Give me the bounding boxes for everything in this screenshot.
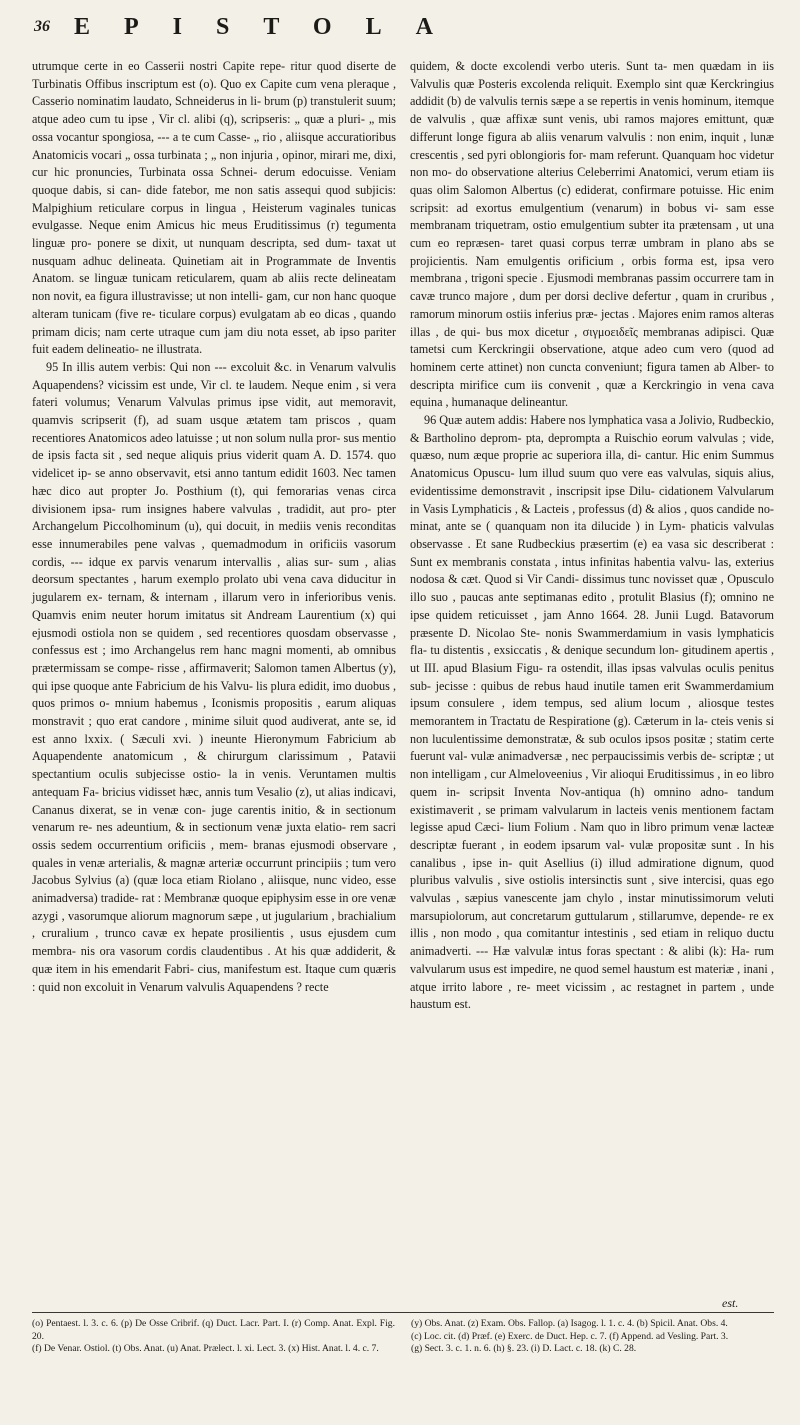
footnote-line: (o) Pentaest. l. 3. c. 6. (p) De Osse Cribrif. (q) Duct. Lacr. Part. I. (r) Comp. Anat. Expl. Fig. 20. [32, 1318, 395, 1342]
footnote-line: (g) Sect. 3. c. 1. n. 6. (h) §. 23. (i) D. Lact. c. 18. (k) C. 28. [411, 1343, 637, 1355]
footnote-divider [32, 1312, 774, 1313]
paragraph: quidem, & docte excolendi verbo uteris. Sunt ta- men quædam in iis Valvulis quæ Posteris excolenda reliquit. Exemplo sint quæ Kerckringius addidit (b) de valvulis ternis sæpe a se repertis in venis hominum, itemque de valvulis , quæ affixæ sunt venis, ubi ramos majores emittunt, quæ differunt longe figura ab aliis venarum valvulis : non enim, inquit , lunæ crescentis , sed pyri oblongioris for- mam referunt. Quanquam hoc videtur non mo- do observatione alterius Celeberrimi Anatomici, verum etiam iis quas olim Salomon Albertus (c) ediderat, confirmare potuisse. Hic enim scripsit: ad exortus emulgentium (venarum) in bobus vi- sam esse membranam triquetram, ostio emulgentium subter ita prætensam , ut una cum eo repræsen- taret quasi corpus terræ umbram in plano abs se projicientis. Nam emulgentis orificium , orbis forma est, ipsa vero membrana , trigoni specie . Ejusmodi membranas passim occurrere tam in cavæ trunco majore , dum per dorsi declive defertur , quam in cruribus , ramorum minorum ostiis inferius præ- jectas . Majores enim ramos alteras illas , de qui- bus mox dicetur , σιγμοειδεῖς membranas adipisci. Quæ tametsi cum Kerckringii observatione, atque adeo cum vero (quod ad hominem certe attinet) non cuncta conveniunt; figura tamen ab Alber- to descripta mirifice cum iis convenit , quæ a Kerckringio in vena cava equina , humanaque delineantur. [410, 59, 774, 410]
running-head: EPISTOLA [74, 14, 467, 40]
paragraph: 95 In illis autem verbis: Qui non --- excoluit &c. in Venarum valvulis Aquapendens? vicissim est unde, Vir cl. te laudem. Neque enim , si vera fateri volumus; Venarum Valvulas primus ipse vidit, aut memoravit, quamvis scripserit (f), ad suam usque ætatem tam priscos , quam recentiores Anatomicos adeo latuisse ; ut non solum nulla pror- sus mentio de ipsis facta sit , sed neque aliquis prius viderit quam A. D. 1574. quo videlicet ip- se anno observavit, etsi anno tantum edidit 1603. Nec tamen hæc dico aut propter Jo. Posthium (t), qui femorarias venas circa divisionem ipsa- rum insignes habere valvulas , tradidit, aut pro- pter Archangelum Piccolhominum (u), qui docuit, in mediis venis reconditas esse innumerabiles pene valvas , quemadmodum in orificiis vasorum cordis, --- idque ex parvis venarum intervallis , alias sur- sum , alias deorsum spectantes , harum exemplo prolato ubi vena cava diducitur in jugularem ex- ternam, & internam , illarum vero in inferioribus venis. Quamvis enim neuter horum imitatus sit Andream Laurentium (x) qui ejusmodi ostiola non se quidem , sed recentiores quosdam observasse , confessus est ; imo Archangelus rem hanc magni momenti, ab omnibus prætermissam se compe- risse , affirmaverit; Salomon tamen Albertus (y), qui ipse quoque ante Fabricium de his Valvu- lis plura edidit, imo duobus , quos primos o- mnium habemus , Iconismis propositis , earum aliquas monstravit ; quo erat candore , minime siluit quod audiverat, ante se, id est anno lxxix. ( Sæculi xvi. ) ineunte Hieronymum Fabricium ab Aquapendente anatomicum , & chirurgum clarissimum , Patavii spectantium oculis subjecisse ostio- la in venis. Veruntamen multis antequam Fa- bricius vidisset hæc, annis tum Vesalio (z), ut alias indicavi, Cananus dixerat, se in venæ con- juge carentis initio, & in sectionum venarum re- nes adeuntium, & in sectionum venæ juxta elatio- rem sacri ossis sedem occurrentium orificiis , mem- branas ejusmodi observare , quales in venæ arterialis, & magnæ arteriæ occurrunt principiis ; tum vero Jacobus Sylvius (a) (quæ loca etiam Riolano , aliisque, nunc video, esse animadversa) tradide- rat : Membranæ quoque epiphysim esse in ore venæ azygi , vasorumque aliorum magnorum sæpe , ut jugularium , brachialium , cruralium , trunco cavæ ex hepate prosilientis , usus ejusdem cum membra- nis ora vasorum cordis claudentibus . At his quæ addiderit, & quæ item in his emendarit Fabri- cius, manifestum est. Itaque cum quæris : quid non excoluit in Venarum valvulis Aquapendens ? recte [32, 359, 396, 994]
right-column [410, 58, 774, 1014]
footnote-line: (c) Loc. cit. (d) Præf. (e) Exerc. de Duct. Hep. c. 7. (f) Append. ad Vesling. Part. 3. [411, 1330, 729, 1342]
paragraph: utrumque certe in eo Casserii nostri Capite repe- ritur quod diserte de Turbinatis Offibus inscriptum est (o). Quo ex Capite cum vena pleraque , Casserio nominatim laudato, Schneiderus in li- brum (p) transtulerit suum; atque adeo cum tu ipse , Vir cl. alibi (q), scripseris: „ quæ a pluri- „ mis ossa vocantur spongiosa, --- a te cum Casse- „ rio , aliisque accuratioribus Anatomicis vocari „ ossa turbinata ; „ non injuria , opinor, mirari me, dixi, cur hic pronuncies, Turbinata ossa Schnei- derum edocuisse. Veniam quoque dabis, si can- dide fatebor, me non satis assequi quod subjicis: Malpighium reticulare corpus in lingua , Heisterum vaginales tunicas evulgasse. Neque enim Amicus hic meus Eruditissimus (r) tegumenta linguæ pro- ponere se dixit, ut nunquam descripta, sed dum- taxat ut nusquam adhuc delineata. Quinetiam ait in Programmate de Inventis Anatom. se linguæ tunicam reticularem, quam ab aliis recte delineatam non novit, ea figura illustravisse; ut non intelli- gam, cur non hanc quoque alteram tunicam (five re- ticulare corpus) evulgatam ab eo dicas , quando primam dicis; nam certe utraque cum jam diu nota esset, ab ipso pariter fuit eadem delineatio- ne illustrata. [32, 59, 396, 357]
footnote-line: (f) De Venar. Ostiol. (t) Obs. Anat. (u) Anat. Prælect. l. xi. Lect. 3. (x) Hist. Anat. l. 4. c. 7. [32, 1343, 379, 1355]
footnote-line: (y) Obs. Anat. (z) Exam. Obs. Fallop. (a) Isagog. l. 1. c. 4. (b) Spicil. Anat. Obs. 4. [411, 1318, 728, 1329]
left-column [32, 58, 396, 996]
catchword: est. [722, 1296, 739, 1310]
footnotes [32, 1318, 774, 1356]
paragraph: 96 Quæ autem addis: Habere nos lymphatica vasa a Jolivio, Rudbeckio, & Bartholino deprom- pta, deprompta a Ruischio eorum valvulas ; vide, quæso, num æque proprie ac superiora illa, di- cantur. Hic enim Summus Anatomicus Opuscu- lum illud suum quo vere eas valvulas, siquis alius, evidentissime demonstravit , inscripsit ipse Dilu- cidationem Valvularum in Vasis Lymphaticis , & Lacteis , professus (d) & alios , quos candide no- minat, ante se ( quanquam non ita dilucide ) in Lym- phaticis valvulas observasse . Et sane Rudbeckius præsertim (e) ea vasa sic describerat : Sunt ex membranis constata , intus infinitas habentia valvu- las, exterius nodosa & cæt. Quod si Vir Candi- dissimus tunc novisset quæ , Opusculo illo suo , paucas ante septimanas edito , protulit Blasius (f); omnino ne ipse quidem reticuisset , jam Anno 1664. 28. Junii Lugd. Batavorum præsente D. Nicolao Ste- nonis Swammerdamium in vasis lymphaticis fla- tu distentis , exsiccatis , & denique secundum lon- gitudinem apertis , ut III. apud Blasium Figu- ra ostendit, illas ipsas valvulas oculis penitus sub- jecisse : quibus de rebus haud inutile tamen erit Swammerdamium ipsum consulere , idem tempus, sed alium locum , aliosque testes memorantem in Tractatu de Respiratione (g). Cæterum in la- cteis venis si non luculentissime demonstratæ, & sub oculos ipsos positæ ; statim certe fuerunt val- vulæ animadversæ , nec perpaucissimis verbis de- scriptæ ; ut non intelligam , cur Almeloveenius , Vir alioqui Eruditissimus , in eo libro quem in- scripsit Inventa Nov-antiqua (h) omnino adno- tandum existimaverit , se primam valvularum in lacteis venis mentionem factam legisse apud Cæci- lium Folium . Nam quo in libro primum venæ lacteæ descriptæ fuerant , in eodem ipsarum val- vulæ propositæ sunt . In his canalibus , ipse in- quit Asellius (i) illud admiratione dignum, quod pluribus valvulis , sive ostiolis intersinctis sunt , sive intercisi, quas ego valvulas , sæpius vanescente jam chylo , instar minutissimorum veluti marsupiolorum, aut concretarum guttularum , stillarumve, depende- re ex illis , non modo , qua comitantur intestinis , sed etiam in reliquo ductu animadverti. --- Hæ valvulæ intus foras spectant : & alibi (k): Ha- rum valvularum usus est impedire, ne quod semel haustum est materiæ , inani , atque irrito labore , re- meet vicissim , ac restagnet in partem , unde haustum est. [410, 413, 774, 1012]
page-number: 36 [34, 18, 50, 35]
